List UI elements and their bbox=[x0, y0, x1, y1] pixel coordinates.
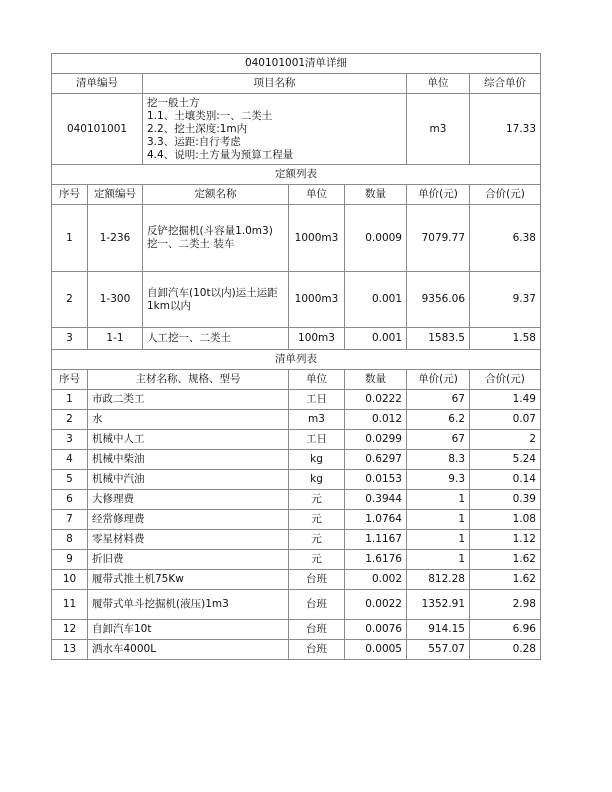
material-no: 8 bbox=[52, 530, 88, 550]
quota-section-title: 定额列表 bbox=[52, 165, 541, 185]
material-total: 5.24 bbox=[470, 450, 541, 470]
material-name: 洒水车4000L bbox=[88, 640, 289, 660]
material-price: 6.2 bbox=[407, 410, 470, 430]
material-unit: kg bbox=[289, 470, 345, 490]
material-row bbox=[52, 390, 541, 410]
material-total: 0.07 bbox=[470, 410, 541, 430]
quota-col-name: 定额名称 bbox=[143, 185, 289, 205]
material-unit: m3 bbox=[289, 410, 345, 430]
material-row bbox=[52, 590, 541, 620]
quota-name: 自卸汽车(10t以内)运土运距1km以内 bbox=[143, 272, 289, 328]
quota-col-no: 序号 bbox=[52, 185, 88, 205]
material-price: 812.28 bbox=[407, 570, 470, 590]
material-qty: 1.0764 bbox=[345, 510, 407, 530]
quota-unit: 100m3 bbox=[289, 328, 345, 350]
quota-total: 9.37 bbox=[470, 272, 541, 328]
material-qty: 0.3944 bbox=[345, 490, 407, 510]
material-price: 557.07 bbox=[407, 640, 470, 660]
material-name: 履带式单斗挖掘机(液压)1m3 bbox=[88, 590, 289, 620]
material-name: 水 bbox=[88, 410, 289, 430]
material-row bbox=[52, 530, 541, 550]
quota-col-price: 单价(元) bbox=[407, 185, 470, 205]
material-name: 机械中柴油 bbox=[88, 450, 289, 470]
material-name: 经常修理费 bbox=[88, 510, 289, 530]
quota-col-unit: 单位 bbox=[289, 185, 345, 205]
material-name: 履带式推土机75Kw bbox=[88, 570, 289, 590]
material-row bbox=[52, 640, 541, 660]
quota-code: 1-300 bbox=[88, 272, 143, 328]
header-name: 项目名称 bbox=[143, 74, 407, 94]
material-total: 6.96 bbox=[470, 620, 541, 640]
material-total: 1.12 bbox=[470, 530, 541, 550]
material-no: 11 bbox=[52, 590, 88, 620]
material-qty: 0.0022 bbox=[345, 590, 407, 620]
material-no: 7 bbox=[52, 510, 88, 530]
material-qty: 0.012 bbox=[345, 410, 407, 430]
material-qty: 0.0299 bbox=[345, 430, 407, 450]
quota-no: 2 bbox=[52, 272, 88, 328]
material-no: 3 bbox=[52, 430, 88, 450]
material-price: 9.3 bbox=[407, 470, 470, 490]
material-name: 折旧费 bbox=[88, 550, 289, 570]
material-name: 机械中人工 bbox=[88, 430, 289, 450]
material-total: 0.14 bbox=[470, 470, 541, 490]
header-price: 综合单价 bbox=[470, 74, 541, 94]
material-unit: 工日 bbox=[289, 390, 345, 410]
material-no: 10 bbox=[52, 570, 88, 590]
material-total: 1.62 bbox=[470, 570, 541, 590]
quota-total: 1.58 bbox=[470, 328, 541, 350]
quota-name: 反铲挖掘机(斗容量1.0m3) 挖一、二类土 装车 bbox=[143, 205, 289, 272]
quota-row bbox=[52, 205, 541, 272]
material-row bbox=[52, 550, 541, 570]
material-price: 1 bbox=[407, 550, 470, 570]
material-price: 1 bbox=[407, 510, 470, 530]
material-qty: 0.0153 bbox=[345, 470, 407, 490]
material-total: 2 bbox=[470, 430, 541, 450]
material-total: 1.49 bbox=[470, 390, 541, 410]
mat-col-qty: 数量 bbox=[345, 370, 407, 390]
materials-section-title: 清单列表 bbox=[52, 350, 541, 370]
material-name: 零星材料费 bbox=[88, 530, 289, 550]
material-row bbox=[52, 430, 541, 450]
material-qty: 0.0005 bbox=[345, 640, 407, 660]
table-title: 040101001清单详细 bbox=[52, 54, 541, 74]
material-total: 1.62 bbox=[470, 550, 541, 570]
item-code: 040101001 bbox=[52, 94, 143, 165]
material-unit: 元 bbox=[289, 510, 345, 530]
quota-no: 1 bbox=[52, 205, 88, 272]
quota-row bbox=[52, 272, 541, 328]
material-total: 0.28 bbox=[470, 640, 541, 660]
quota-col-qty: 数量 bbox=[345, 185, 407, 205]
quota-price: 9356.06 bbox=[407, 272, 470, 328]
material-price: 914.15 bbox=[407, 620, 470, 640]
item-line: 3.3、运距:自行考虑 bbox=[147, 135, 241, 148]
material-row bbox=[52, 510, 541, 530]
material-total: 2.98 bbox=[470, 590, 541, 620]
material-no: 12 bbox=[52, 620, 88, 640]
quota-unit: 1000m3 bbox=[289, 272, 345, 328]
material-unit: 元 bbox=[289, 550, 345, 570]
quota-price: 1583.5 bbox=[407, 328, 470, 350]
quota-qty: 0.001 bbox=[345, 272, 407, 328]
material-price: 1 bbox=[407, 490, 470, 510]
quota-no: 3 bbox=[52, 328, 88, 350]
materials-header-row bbox=[52, 370, 541, 390]
material-unit: 台班 bbox=[289, 590, 345, 620]
material-price: 8.3 bbox=[407, 450, 470, 470]
material-row bbox=[52, 450, 541, 470]
material-price: 1 bbox=[407, 530, 470, 550]
material-qty: 0.002 bbox=[345, 570, 407, 590]
material-unit: 台班 bbox=[289, 570, 345, 590]
item-line: 挖一般土方 bbox=[147, 96, 200, 109]
material-no: 5 bbox=[52, 470, 88, 490]
material-total: 1.08 bbox=[470, 510, 541, 530]
material-no: 2 bbox=[52, 410, 88, 430]
material-qty: 0.0076 bbox=[345, 620, 407, 640]
material-row bbox=[52, 410, 541, 430]
quota-code: 1-236 bbox=[88, 205, 143, 272]
material-price: 67 bbox=[407, 390, 470, 410]
item-line: 4.4、说明:土方量为预算工程量 bbox=[147, 148, 294, 161]
material-row bbox=[52, 490, 541, 510]
bill-detail-table bbox=[51, 53, 541, 660]
quota-name: 人工挖一、二类土 bbox=[143, 328, 289, 350]
material-name: 市政二类工 bbox=[88, 390, 289, 410]
material-row bbox=[52, 620, 541, 640]
material-name: 大修理费 bbox=[88, 490, 289, 510]
quota-col-code: 定额编号 bbox=[88, 185, 143, 205]
material-row bbox=[52, 570, 541, 590]
mat-col-no: 序号 bbox=[52, 370, 88, 390]
material-name: 自卸汽车10t bbox=[88, 620, 289, 640]
item-line: 2.2、挖土深度:1m内 bbox=[147, 122, 248, 135]
material-price: 1352.91 bbox=[407, 590, 470, 620]
material-no: 6 bbox=[52, 490, 88, 510]
material-unit: 台班 bbox=[289, 640, 345, 660]
material-unit: 台班 bbox=[289, 620, 345, 640]
material-name: 机械中汽油 bbox=[88, 470, 289, 490]
quota-price: 7079.77 bbox=[407, 205, 470, 272]
quota-qty: 0.001 bbox=[345, 328, 407, 350]
quota-col-total: 合价(元) bbox=[470, 185, 541, 205]
material-unit: 元 bbox=[289, 530, 345, 550]
material-price: 67 bbox=[407, 430, 470, 450]
item-price: 17.33 bbox=[470, 94, 541, 165]
quota-header-row bbox=[52, 185, 541, 205]
material-no: 1 bbox=[52, 390, 88, 410]
quota-row bbox=[52, 328, 541, 350]
material-qty: 0.6297 bbox=[345, 450, 407, 470]
material-unit: 元 bbox=[289, 490, 345, 510]
item-unit: m3 bbox=[407, 94, 470, 165]
material-no: 13 bbox=[52, 640, 88, 660]
material-unit: kg bbox=[289, 450, 345, 470]
material-no: 9 bbox=[52, 550, 88, 570]
header-code: 清单编号 bbox=[52, 74, 143, 94]
material-qty: 0.0222 bbox=[345, 390, 407, 410]
material-unit: 工日 bbox=[289, 430, 345, 450]
material-row bbox=[52, 470, 541, 490]
mat-col-unit: 单位 bbox=[289, 370, 345, 390]
material-total: 0.39 bbox=[470, 490, 541, 510]
mat-col-name: 主材名称、规格、型号 bbox=[88, 370, 289, 390]
quota-code: 1-1 bbox=[88, 328, 143, 350]
material-qty: 1.6176 bbox=[345, 550, 407, 570]
material-qty: 1.1167 bbox=[345, 530, 407, 550]
item-description bbox=[143, 94, 407, 165]
quota-qty: 0.0009 bbox=[345, 205, 407, 272]
quota-unit: 1000m3 bbox=[289, 205, 345, 272]
material-no: 4 bbox=[52, 450, 88, 470]
item-line: 1.1、土壤类别:一、二类土 bbox=[147, 109, 273, 122]
quota-total: 6.38 bbox=[470, 205, 541, 272]
mat-col-total: 合价(元) bbox=[470, 370, 541, 390]
header-unit: 单位 bbox=[407, 74, 470, 94]
mat-col-price: 单价(元) bbox=[407, 370, 470, 390]
